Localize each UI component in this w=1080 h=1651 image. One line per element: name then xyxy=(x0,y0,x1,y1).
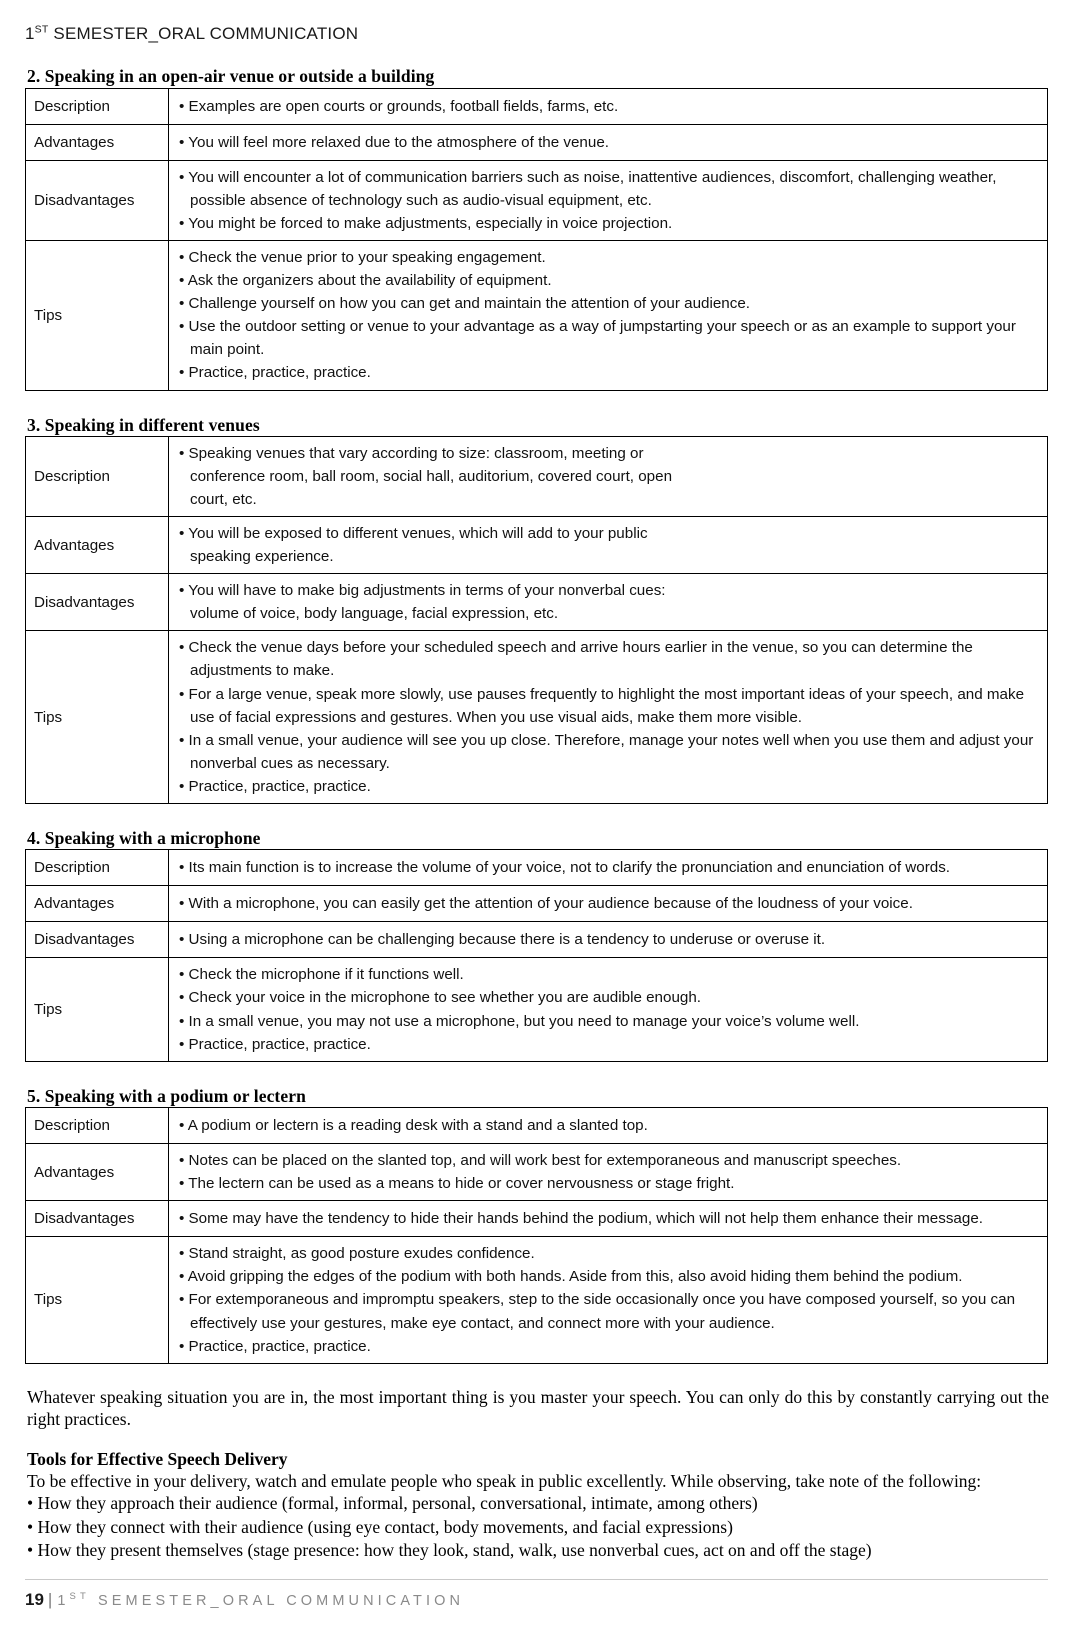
table-row xyxy=(26,1237,1048,1363)
venue-table xyxy=(25,1107,1048,1364)
row-label-description: Description xyxy=(26,850,169,886)
bullet-item: • In a small venue, your audience will see you up close. Therefore, manage your notes well when you use them and adjust your nonverbal cues as necessary. xyxy=(179,731,1034,772)
row-label-tips: Tips xyxy=(26,958,169,1061)
footer-title-ordinal: ST xyxy=(69,1590,90,1602)
row-content-description xyxy=(169,88,1048,124)
bullet-item: • With a microphone, you can easily get the attention of your audience because of the loudness of your voice. xyxy=(179,895,913,913)
table-row xyxy=(26,886,1048,922)
running-header-rest: SEMESTER_ORAL COMMUNICATION xyxy=(48,24,359,43)
row-label-advantages: Advantages xyxy=(26,516,169,573)
section-heading: 5. Speaking with a podium or lectern xyxy=(27,1085,306,1106)
bullet-item: • Practice, practice, practice. xyxy=(179,1337,371,1355)
bullet-item: • Check the microphone if it functions well. xyxy=(179,966,464,984)
row-content-description xyxy=(169,850,1048,886)
bullet-item: • You will be exposed to different venues, which will add to your public speaking experience. xyxy=(179,524,648,566)
table-row xyxy=(26,958,1048,1061)
page-footer xyxy=(25,1579,1048,1610)
table-row xyxy=(26,1201,1048,1237)
row-label-disadvantages: Disadvantages xyxy=(26,1201,169,1237)
row-content-disadvantages xyxy=(169,574,1048,631)
bullet-item: • Practice, practice, practice. xyxy=(179,364,371,382)
bullet-item: • Stand straight, as good posture exudes confidence. xyxy=(179,1245,535,1263)
bullet-item: • A podium or lectern is a reading desk with a stand and a slanted top. xyxy=(179,1116,648,1134)
bullet-item: • You will feel more relaxed due to the atmosphere of the venue. xyxy=(179,133,609,151)
table-row xyxy=(26,240,1048,390)
list-item: • How they approach their audience (formal, informal, personal, conversational, intimate, among others) xyxy=(27,1493,758,1514)
row-label-tips: Tips xyxy=(26,631,169,804)
row-content-advantages xyxy=(169,886,1048,922)
bullet-item: • Check the venue prior to your speaking engagement. xyxy=(179,248,546,266)
bullet-item: • For extemporaneous and impromptu speakers, step to the side occasionally once you have composed yourself, so you can effectively use your gestures, make eye contact, and connect more with your audience. xyxy=(179,1291,1016,1332)
venue-table xyxy=(25,88,1048,391)
bullet-item: • Practice, practice, practice. xyxy=(179,777,371,795)
bullet-item: • Ask the organizers about the availability of equipment. xyxy=(179,272,552,290)
footer-title-rest: SEMESTER_ORAL COMMUNICATION xyxy=(89,1592,465,1609)
bullet-item: • Examples are open courts or grounds, football fields, farms, etc. xyxy=(179,97,619,115)
bullet-item: • Use the outdoor setting or venue to your advantage as a way of jumpstarting your speech or as an example to support your main point. xyxy=(179,318,1016,359)
tools-list xyxy=(27,1492,1048,1562)
row-label-description: Description xyxy=(26,88,169,124)
row-content-disadvantages xyxy=(169,1201,1048,1237)
running-header-ordinal: ST xyxy=(34,23,49,36)
section-heading: 3. Speaking in different venues xyxy=(27,414,260,435)
row-label-disadvantages: Disadvantages xyxy=(26,922,169,958)
table-row xyxy=(26,88,1048,124)
bullet-item: • You will have to make big adjustments in terms of your nonverbal cues: volume of voice, body language, facial expression, etc. xyxy=(179,582,666,623)
tools-heading: Tools for Effective Speech Delivery xyxy=(27,1448,288,1469)
footer-title xyxy=(57,1590,465,1609)
bullet-item: • Check your voice in the microphone to see whether you are audible enough. xyxy=(179,989,702,1007)
sections-container xyxy=(25,66,1048,1363)
section-block xyxy=(25,66,1048,390)
table-row xyxy=(26,1107,1048,1143)
row-label-tips: Tips xyxy=(26,1237,169,1363)
list-item: • How they present themselves (stage presence: how they look, stand, walk, use nonverbal cues, act on and off the stage) xyxy=(27,1540,872,1561)
row-content-disadvantages xyxy=(169,922,1048,958)
table-row xyxy=(26,631,1048,804)
table-row xyxy=(26,516,1048,573)
row-label-disadvantages: Disadvantages xyxy=(26,160,169,240)
section-block xyxy=(25,828,1048,1062)
row-content-description xyxy=(169,1107,1048,1143)
bullet-item: • Some may have the tendency to hide their hands behind the podium, which will not help them enhance their message. xyxy=(179,1210,983,1228)
table-row xyxy=(26,124,1048,160)
running-header xyxy=(25,24,1048,44)
bullet-item: • Speaking venues that vary according to size: classroom, meeting or conference room, ball room, social hall, auditorium, covered court, open court, etc. xyxy=(179,444,673,508)
row-label-advantages: Advantages xyxy=(26,886,169,922)
row-label-disadvantages: Disadvantages xyxy=(26,574,169,631)
bullet-item: • Notes can be placed on the slanted top, and will work best for extemporaneous and manuscript speeches. xyxy=(179,1151,902,1169)
table-row xyxy=(26,1143,1048,1200)
footer-separator: | xyxy=(47,1589,53,1609)
table-row xyxy=(26,160,1048,240)
bullet-item: • Challenge yourself on how you can get and maintain the attention of your audience. xyxy=(179,295,751,313)
footer-page-number: 19 xyxy=(25,1589,44,1609)
bullet-item: • Practice, practice, practice. xyxy=(179,1035,371,1053)
venue-table xyxy=(25,849,1048,1062)
row-content-tips xyxy=(169,240,1048,390)
row-label-description: Description xyxy=(26,1107,169,1143)
row-label-description: Description xyxy=(26,436,169,516)
row-content-tips xyxy=(169,631,1048,804)
tools-intro: To be effective in your delivery, watch and emulate people who speak in public excellently. While observing, take note of the following: xyxy=(27,1470,982,1491)
footer-title-prefix: 1 xyxy=(57,1592,70,1609)
bullet-item: • The lectern can be used as a means to hide or cover nervousness or stage fright. xyxy=(179,1175,735,1193)
bullet-item: • In a small venue, you may not use a microphone, but you need to manage your voice’s volume well. xyxy=(179,1012,860,1030)
row-content-advantages xyxy=(169,516,1048,573)
section-block xyxy=(25,415,1048,804)
row-content-advantages xyxy=(169,1143,1048,1200)
table-row xyxy=(26,574,1048,631)
row-content-description xyxy=(169,436,1048,516)
bullet-item: • Check the venue days before your scheduled speech and arrive hours earlier in the venue, so you can determine the adjustments to make. xyxy=(179,639,973,680)
row-label-tips: Tips xyxy=(26,240,169,390)
bullet-item: • Its main function is to increase the volume of your voice, not to clarify the pronunciation and enunciation of words. xyxy=(179,859,951,877)
row-content-disadvantages xyxy=(169,160,1048,240)
list-item: • How they connect with their audience (using eye contact, body movements, and facial expressions) xyxy=(27,1516,733,1537)
row-content-tips xyxy=(169,1237,1048,1363)
section-block xyxy=(25,1086,1048,1364)
row-label-advantages: Advantages xyxy=(26,124,169,160)
table-row xyxy=(26,922,1048,958)
bullet-item: • You will encounter a lot of communication barriers such as noise, inattentive audiences, discomfort, challenging weather, possible absence of technology such as audio-visual equipment, etc. xyxy=(179,168,997,209)
section-heading: 2. Speaking in an open-air venue or outside a building xyxy=(27,66,435,87)
row-content-tips xyxy=(169,958,1048,1061)
running-header-prefix: 1 xyxy=(25,24,35,43)
closing-paragraph: Whatever speaking situation you are in, the most important thing is you master your speech. You can only do this by constantly carrying out the right practices. xyxy=(27,1386,1049,1430)
bullet-item: • For a large venue, speak more slowly, use pauses frequently to highlight the most important ideas of your speech, and make use of facial expressions and gestures. When you use visual aids, make them more visible. xyxy=(179,685,1025,726)
table-row xyxy=(26,850,1048,886)
section-heading: 4. Speaking with a microphone xyxy=(27,827,261,848)
table-row xyxy=(26,436,1048,516)
row-content-advantages xyxy=(169,124,1048,160)
venue-table xyxy=(25,436,1048,804)
row-label-advantages: Advantages xyxy=(26,1143,169,1200)
bullet-item: • Using a microphone can be challenging because there is a tendency to underuse or overuse it. xyxy=(179,931,826,949)
bullet-item: • Avoid gripping the edges of the podium with both hands. Aside from this, also avoid hiding them behind the podium. xyxy=(179,1268,963,1286)
bullet-item: • You might be forced to make adjustments, especially in voice projection. xyxy=(179,214,673,232)
